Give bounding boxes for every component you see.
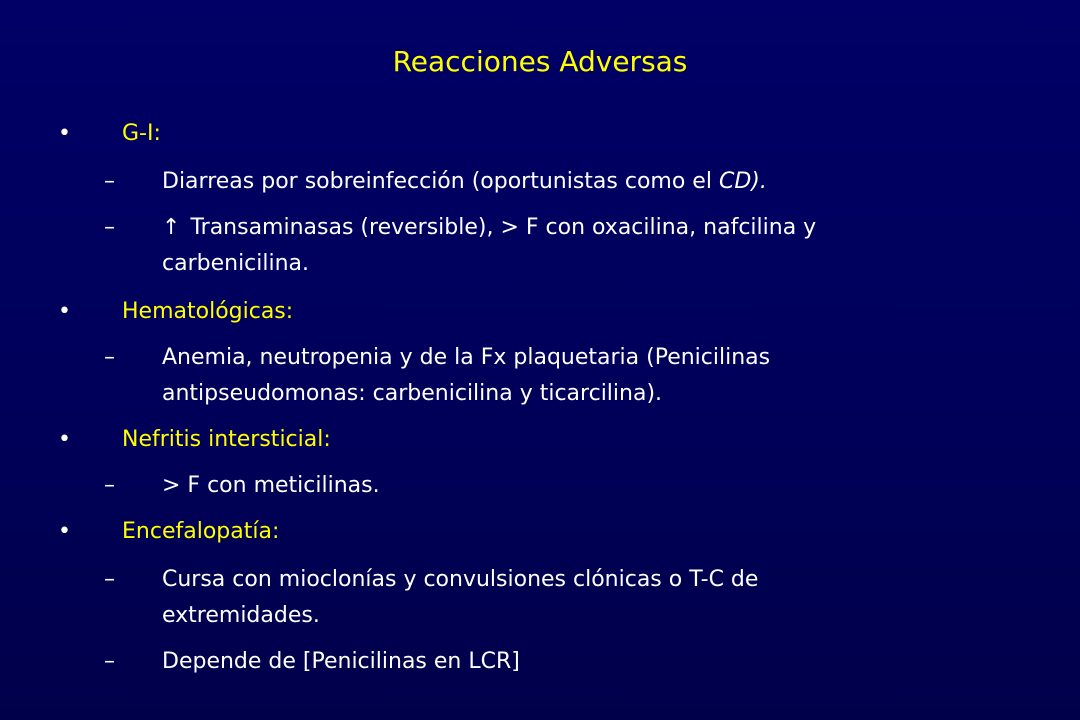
- up-arrow-icon: ↑: [162, 215, 181, 240]
- list-item-line1: Anemia, neutropenia y de la Fx plaquetaria (Penicilinas: [162, 345, 771, 370]
- section-heading-gi: G-I:: [122, 121, 161, 146]
- list-item-line2: antipseudomonas: carbenicilina y ticarcilina).: [162, 381, 663, 406]
- dash-icon: –: [104, 215, 115, 240]
- bullet-icon: •: [58, 299, 71, 324]
- list-item-diarreas: [162, 164, 962, 200]
- dash-icon: –: [104, 345, 115, 370]
- section-heading-nefritis: Nefritis intersticial:: [122, 427, 331, 452]
- list-item-line1: Cursa con mioclonías y convulsiones clónicas o T-C de: [162, 567, 759, 592]
- list-item-anemia: [162, 340, 962, 412]
- dash-icon: –: [104, 567, 115, 592]
- list-item-line2: extremidades.: [162, 603, 320, 628]
- dash-icon: –: [104, 473, 115, 498]
- dash-icon: –: [104, 169, 115, 194]
- list-item-text: Diarreas por sobreinfección (oportunistas como el: [162, 169, 719, 194]
- list-item-line2: carbenicilina.: [162, 251, 310, 276]
- list-item-italic-text: CD).: [718, 169, 767, 194]
- section-heading-encefalopatia: Encefalopatía:: [122, 519, 280, 544]
- list-item-line1: Transaminasas (reversible), > F con oxacilina, nafcilina y: [190, 215, 817, 240]
- dash-icon: –: [104, 649, 115, 674]
- list-item-mioclonias: [162, 562, 962, 634]
- list-item-meticilinas: [162, 468, 962, 504]
- list-item-text: > F con meticilinas.: [162, 473, 380, 498]
- bullet-icon: •: [58, 121, 71, 146]
- bullet-icon: •: [58, 519, 71, 544]
- bullet-icon: •: [58, 427, 71, 452]
- list-item-transaminasas: [162, 210, 962, 282]
- slide-title: Reacciones Adversas: [392, 45, 688, 78]
- list-item-text: Depende de [Penicilinas en LCR]: [162, 649, 520, 674]
- section-heading-hematologicas: Hematológicas:: [122, 299, 294, 324]
- list-item-depende: [162, 644, 962, 680]
